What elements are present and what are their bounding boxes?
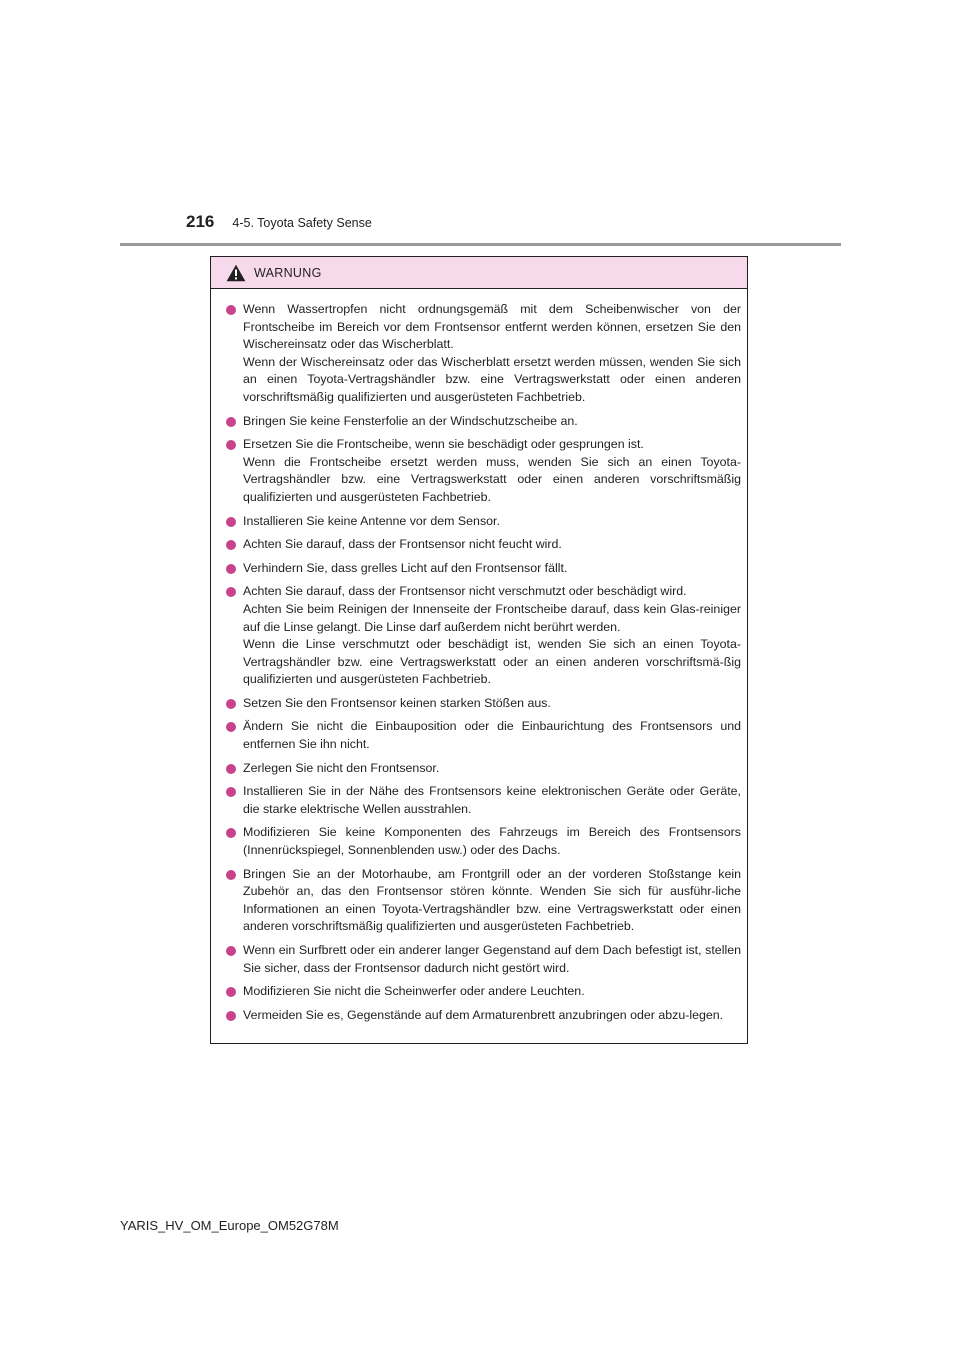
warning-paragraph: Installieren Sie keine Antenne vor dem Sensor.	[243, 513, 500, 528]
warning-item	[226, 436, 741, 506]
bullet-dot-icon	[226, 417, 236, 427]
warning-paragraph: Ersetzen Sie die Frontscheibe, wenn sie beschädigt oder gesprungen ist.	[243, 437, 644, 452]
warning-paragraph: Achten Sie beim Reinigen der Innenseite der Frontscheibe darauf, dass kein Glas-reiniger auf die Linse gelangt. Die Linse darf außerdem nicht berührt werden.	[243, 601, 741, 634]
warning-item-text	[243, 866, 741, 936]
warning-item-text	[243, 983, 741, 1001]
bullet-dot-icon	[226, 587, 236, 597]
warning-item	[226, 536, 741, 554]
warning-item	[226, 942, 741, 977]
warning-paragraph: Ändern Sie nicht die Einbauposition oder die Einbaurichtung des Frontsensors und entfernen Sie ihn nicht.	[243, 719, 741, 752]
warning-item	[226, 301, 741, 407]
warning-item	[226, 513, 741, 531]
warning-item-text	[243, 436, 741, 506]
section-title: 4-5. Toyota Safety Sense	[232, 216, 372, 230]
bullet-dot-icon	[226, 305, 236, 315]
warning-item-text	[243, 824, 741, 859]
warning-item-text	[243, 413, 741, 431]
warning-paragraph: Zerlegen Sie nicht den Frontsensor.	[243, 760, 440, 775]
warning-paragraph: Bringen Sie an der Motorhaube, am Frontgrill oder an der vorderen Stoßstange kein Zubehör an, das den Frontsensor stören könnte. Wenden Sie sich für ausführ-liche Informationen an einen Toyota-Vertragshändler bzw. eine Vertragswerkstatt oder einen anderen vorschriftsmäßig qualifizierten und ausgerüsteten Fachbetrieb.	[243, 866, 741, 934]
warning-item	[226, 983, 741, 1001]
bullet-dot-icon	[226, 946, 236, 956]
bullet-dot-icon	[226, 787, 236, 797]
page-number: 216	[186, 212, 215, 231]
bullet-dot-icon	[226, 564, 236, 574]
warning-item-text	[243, 513, 741, 531]
warning-item-text	[243, 783, 741, 818]
warning-item-text	[243, 942, 741, 977]
warning-item	[226, 1007, 741, 1025]
warning-paragraph: Vermeiden Sie es, Gegenstände auf dem Armaturenbrett anzubringen oder abzu-legen.	[243, 1007, 724, 1022]
warning-title: WARNUNG	[254, 265, 322, 280]
warning-item	[226, 413, 741, 431]
warning-paragraph: Installieren Sie in der Nähe des Frontsensors keine elektronischen Geräte oder Geräte, die starke elektrische Wellen ausstrahlen.	[243, 784, 741, 816]
warning-item-text	[243, 718, 741, 753]
warning-item	[226, 866, 741, 936]
page-header	[186, 212, 372, 240]
warning-header	[211, 257, 747, 289]
warning-paragraph: Setzen Sie den Frontsensor keinen starken Stößen aus.	[243, 695, 551, 710]
warning-box	[210, 256, 748, 1044]
bullet-dot-icon	[226, 870, 236, 880]
warning-item	[226, 783, 741, 818]
warning-paragraph: Wenn Wassertropfen nicht ordnungsgemäß mit dem Scheibenwischer von der Frontscheibe im Bereich vor dem Frontsensor entfernt werden können, ersetzen Sie den Wischereinsatz oder das Wischerblatt.	[243, 302, 741, 352]
warning-paragraph: Wenn der Wischereinsatz oder das Wischerblatt ersetzt werden müssen, wenden Sie sich an einen Toyota-Vertragshändler bzw. eine Vertragswerkstatt oder einen anderen vorschriftsmäßig qualifizierten und ausgerüsteten Fachbetrieb.	[243, 354, 741, 404]
bullet-dot-icon	[226, 540, 236, 550]
warning-item	[226, 695, 741, 713]
warning-item	[226, 718, 741, 753]
warning-item	[226, 583, 741, 689]
warning-paragraph: Wenn ein Surfbrett oder ein anderer langer Gegenstand auf dem Dach befestigt ist, stellen Sie sicher, dass der Frontsensor dadurch nicht gestört wird.	[243, 943, 741, 975]
bullet-dot-icon	[226, 699, 236, 709]
warning-paragraph: Verhindern Sie, dass grelles Licht auf den Frontsensor fällt.	[243, 560, 568, 575]
warning-triangle-icon	[226, 264, 246, 282]
warning-item	[226, 760, 741, 778]
warning-item-text	[243, 583, 741, 689]
bullet-dot-icon	[226, 722, 236, 732]
warning-item	[226, 560, 741, 578]
warning-item	[226, 824, 741, 859]
warning-paragraph: Wenn die Frontscheibe ersetzt werden muss, wenden Sie sich an einen Toyota-Vertragshändler bzw. eine Vertragswerkstatt oder einen anderen vorschriftsmäßig qualifizierten und ausgerüsteten Fachbetrieb.	[243, 454, 741, 504]
warning-paragraph: Wenn die Linse verschmutzt oder beschädigt ist, wenden Sie sich an einen Toyota-Vertragshändler bzw. eine Vertragswerkstatt oder an einen anderen vorschriftsmä-ßig qualifizierten und ausgerüsteten Fachbetrieb.	[243, 637, 741, 687]
bullet-dot-icon	[226, 1011, 236, 1021]
warning-paragraph: Modifizieren Sie keine Komponenten des Fahrzeugs im Bereich des Frontsensors (Innenrückspiegel, Sonnenblenden usw.) oder des Dachs.	[243, 825, 741, 858]
bullet-dot-icon	[226, 517, 236, 527]
warning-paragraph: Achten Sie darauf, dass der Frontsensor nicht verschmutzt oder beschädigt wird.	[243, 584, 687, 599]
bullet-dot-icon	[226, 764, 236, 774]
warning-item-text	[243, 536, 741, 554]
warning-item-text	[243, 760, 741, 778]
warning-paragraph: Bringen Sie keine Fensterfolie an der Windschutzscheibe an.	[243, 413, 578, 428]
warning-list	[211, 289, 747, 1024]
warning-paragraph: Modifizieren Sie nicht die Scheinwerfer oder andere Leuchten.	[243, 984, 585, 999]
bullet-dot-icon	[226, 440, 236, 450]
header-divider	[120, 243, 841, 246]
bullet-dot-icon	[226, 987, 236, 997]
document-id: YARIS_HV_OM_Europe_OM52G78M	[120, 1218, 339, 1233]
warning-item-text	[243, 301, 741, 407]
bullet-dot-icon	[226, 828, 236, 838]
warning-item-text	[243, 560, 741, 578]
warning-item-text	[243, 695, 741, 713]
warning-item-text	[243, 1007, 741, 1025]
warning-paragraph: Achten Sie darauf, dass der Frontsensor nicht feucht wird.	[243, 537, 562, 552]
